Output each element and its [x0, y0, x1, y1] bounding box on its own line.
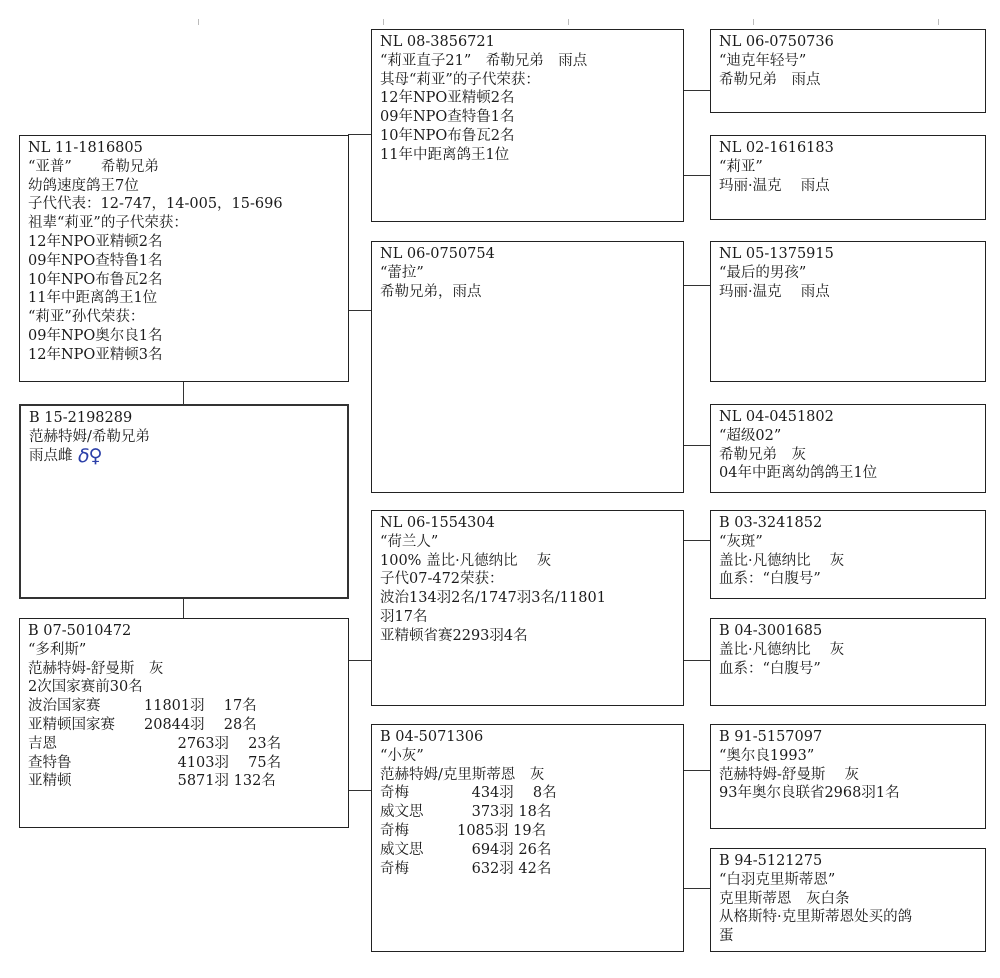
pedigree-line: 从格斯特·克里斯蒂恩处买的鸽 — [719, 909, 913, 926]
pedigree-line: “莉亚”孙代荣获： — [28, 309, 145, 326]
pedigree-line: 盖比·凡德纳比 灰 — [719, 641, 845, 658]
ring-number: NL 04-0451802 — [719, 409, 834, 425]
pedigree-line: 11年中距离鸽王1位 — [28, 290, 158, 307]
ring-number: B 94-5121275 — [719, 853, 823, 869]
pedigree-line: “灰斑” — [719, 533, 763, 550]
pedigree-line: 奇梅 1085羽 19名 — [380, 822, 547, 839]
sire-sire-card — [371, 29, 684, 222]
pedigree-line: 12年NPO亚精顿3名 — [28, 346, 163, 363]
connector-dam-ds — [348, 660, 371, 661]
pedigree-line: 10年NPO布鲁瓦2名 — [28, 271, 163, 288]
ring-number: NL 06-1554304 — [380, 515, 495, 531]
dsd-card — [710, 618, 986, 706]
pedigree-line: 奇梅 434羽 8名 — [380, 785, 557, 802]
pedigree-line: 09年NPO奥尔良1名 — [28, 327, 163, 344]
pedigree-line: “奥尔良1993” — [719, 747, 815, 764]
pedigree-line: 09年NPO查特鲁1名 — [380, 109, 515, 126]
ring-number: B 04-5071306 — [380, 729, 484, 745]
connector-sire-ss — [348, 134, 371, 135]
pedigree-line: 93年奥尔良联省2968羽1名 — [719, 785, 900, 802]
ring-number: B 91-5157097 — [719, 729, 823, 745]
sire-card — [19, 135, 349, 382]
ssd-card — [710, 135, 986, 220]
pedigree-line: 范赫特姆/克里斯蒂恩 灰 — [380, 766, 545, 783]
pedigree-line: 子代07-472荣获： — [380, 571, 504, 588]
pedigree-line: 祖辈“莉亚”的子代荣获： — [28, 215, 188, 232]
pedigree-line: 范赫特姆-舒曼斯 灰 — [719, 766, 860, 783]
connector-dd-dds — [683, 770, 710, 771]
pedigree-line: 玛丽·温克 雨点 — [719, 283, 830, 300]
pedigree-line: 09年NPO查特鲁1名 — [28, 252, 163, 269]
ring-number: B 04-3001685 — [719, 623, 823, 639]
dds-card — [710, 724, 986, 829]
ring-number: B 15-2198289 — [29, 410, 133, 426]
ruler-tick — [938, 19, 939, 25]
pedigree-line: “多利斯” — [28, 641, 87, 658]
connector-ds-dsd — [683, 660, 710, 661]
pedigree-line: “荷兰人” — [380, 533, 439, 550]
pedigree-line: 希勒兄弟 雨点 — [719, 71, 821, 88]
pedigree-line: 克里斯蒂恩 灰白条 — [719, 890, 850, 907]
ring-number: B 07-5010472 — [28, 623, 132, 639]
connector-sd-sds — [683, 285, 710, 286]
connector-dd-ddd — [683, 888, 710, 889]
pedigree-line: 奇梅 632羽 42名 — [380, 860, 552, 877]
ring-number: NL 02-1616183 — [719, 140, 834, 156]
connector-sire-subject — [183, 381, 184, 404]
pedigree-line: 希勒兄弟 灰 — [719, 446, 806, 463]
handwritten-note: δ♀ — [78, 445, 102, 467]
pedigree-line: 波治134羽2名/1747羽3名/11801 — [380, 590, 606, 607]
pedigree-line: 11年中距离鸽王1位 — [380, 146, 510, 163]
pedigree-line: 10年NPO布鲁瓦2名 — [380, 127, 515, 144]
ring-number: NL 06-0750754 — [380, 246, 495, 262]
connector-sire-sd — [348, 310, 371, 311]
pedigree-line: 其母“莉亚”的子代荣获： — [380, 71, 540, 88]
ruler-tick — [568, 19, 569, 25]
pedigree-line: 子代代表：12-747，14-005，15-696 — [28, 196, 283, 213]
pedigree-line: “最后的男孩” — [719, 264, 807, 281]
connector-ds-dss — [683, 540, 710, 541]
pedigree-line: “蕾拉” — [380, 264, 424, 281]
pedigree-line: 查特鲁 4103羽 75名 — [28, 754, 282, 771]
dam-card — [19, 618, 349, 828]
pedigree-line: “超级02” — [719, 427, 782, 444]
pedigree-line: 威文思 694羽 26名 — [380, 841, 552, 858]
pedigree-line: “莉亚” — [719, 158, 763, 175]
ddd-card — [710, 848, 986, 952]
pedigree-line: 希勒兄弟，雨点 — [380, 283, 482, 300]
pedigree-line: 范赫特姆/希勒兄弟 — [29, 428, 150, 445]
pedigree-line: 12年NPO亚精顿2名 — [380, 90, 515, 107]
pedigree-line: 亚精顿 5871羽 132名 — [28, 773, 276, 790]
sire-dam-card — [371, 241, 684, 493]
connector-ss-ssd — [683, 175, 710, 176]
pedigree-line: 吉恩 2763羽 23名 — [28, 735, 282, 752]
pedigree-line: “迪克年轻号” — [719, 52, 807, 69]
ring-number: B 03-3241852 — [719, 515, 823, 531]
pedigree-line: 盖比·凡德纳比 灰 — [719, 552, 845, 569]
connector-subject-dam — [183, 598, 184, 618]
pedigree-line: 2次国家赛前30名 — [28, 679, 143, 696]
pedigree-line: “白羽克里斯蒂恩” — [719, 871, 836, 888]
pedigree-line: 血系：“白腹号” — [719, 571, 821, 588]
connector-ss-sss — [683, 90, 710, 91]
pedigree-line: 亚精顿省赛2293羽4名 — [380, 627, 528, 644]
pedigree-line: 威文思 373羽 18名 — [380, 804, 552, 821]
pedigree-line: 亚精顿国家赛 20844羽 28名 — [28, 716, 257, 733]
sss-card — [710, 29, 986, 113]
pedigree-line: 玛丽·温克 雨点 — [719, 177, 830, 194]
pedigree-line: 羽17名 — [380, 608, 428, 625]
pedigree-line: 蛋 — [719, 928, 734, 945]
ring-number: NL 11-1816805 — [28, 140, 143, 156]
ruler-tick — [198, 19, 199, 25]
pedigree-line: “亚普” 希勒兄弟 — [28, 158, 159, 175]
pedigree-line: 04年中距离幼鸽鸽王1位 — [719, 465, 878, 482]
pedigree-line: 幼鸽速度鸽王7位 — [28, 177, 139, 194]
ring-number: NL 06-0750736 — [719, 34, 834, 50]
pedigree-line: 范赫特姆-舒曼斯 灰 — [28, 660, 164, 677]
sdd-card — [710, 404, 986, 493]
pedigree-line: 波治国家赛 11801羽 17名 — [28, 698, 257, 715]
dam-sire-card — [371, 510, 684, 706]
connector-dam-dd — [348, 790, 371, 791]
pedigree-line: “莉亚直子21” 希勒兄弟 雨点 — [380, 52, 588, 69]
pedigree-line: 12年NPO亚精顿2名 — [28, 233, 163, 250]
subject-bird-card — [19, 404, 349, 599]
pedigree-line: 血系：“白腹号” — [719, 660, 821, 677]
ring-number: NL 05-1375915 — [719, 246, 834, 262]
ruler-tick — [753, 19, 754, 25]
pedigree-line: 雨点雌 — [29, 447, 73, 464]
connector-sd-sdd — [683, 445, 710, 446]
ring-number: NL 08-3856721 — [380, 34, 495, 50]
dss-card — [710, 510, 986, 599]
pedigree-line: 100% 盖比·凡德纳比 灰 — [380, 552, 552, 569]
dam-dam-card — [371, 724, 684, 952]
ruler-tick — [383, 19, 384, 25]
sds-card — [710, 241, 986, 382]
pedigree-line: “小灰” — [380, 747, 424, 764]
